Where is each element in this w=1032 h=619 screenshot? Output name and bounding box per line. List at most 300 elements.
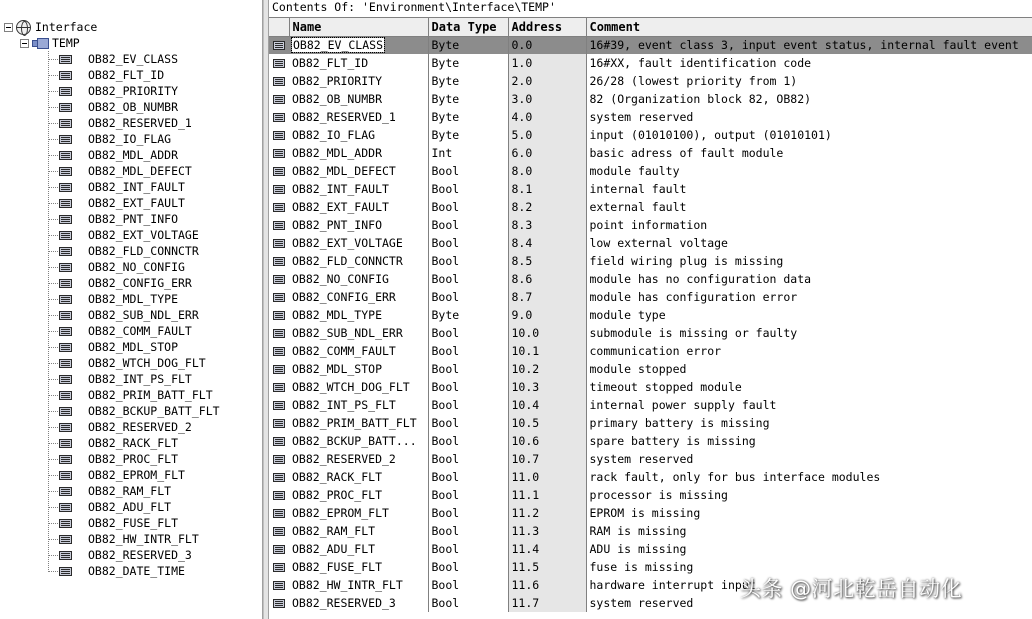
table-row[interactable] (269, 414, 1032, 432)
tree-item[interactable] (48, 99, 220, 115)
cell-name-text: OB82_OB_NUMBR (292, 92, 383, 106)
table-row[interactable] (269, 54, 1032, 72)
variable-icon (273, 185, 285, 194)
table-row[interactable] (269, 36, 1032, 54)
cell-name[interactable] (289, 540, 428, 558)
variable-icon (59, 119, 72, 128)
tree-item[interactable] (48, 435, 220, 451)
tree-branch-line (48, 395, 58, 396)
table-row[interactable] (269, 450, 1032, 468)
cell-address[interactable]: 5.0 (508, 126, 586, 144)
variable-icon (273, 113, 285, 122)
table-row[interactable] (269, 108, 1032, 126)
tree-item[interactable] (48, 227, 220, 243)
cell-data-type[interactable]: Bool (428, 558, 508, 576)
tree-branch-line (48, 155, 58, 156)
tree-item-label: OB82_FUSE_FLT (88, 516, 179, 530)
tree-item-label: OB82_EPROM_FLT (88, 468, 185, 482)
tree-item[interactable] (48, 467, 220, 483)
tree-item[interactable] (48, 323, 220, 339)
table-row[interactable] (269, 90, 1032, 108)
row-icon-cell (269, 558, 289, 576)
cell-data-type[interactable]: Bool (428, 288, 508, 306)
variable-icon (273, 275, 285, 284)
cell-comment[interactable]: 26/28 (lowest priority from 1) (586, 72, 1032, 90)
variable-icon (59, 263, 72, 272)
cell-data-type[interactable]: Bool (428, 162, 508, 180)
tree-branch-line (48, 139, 58, 140)
row-icon-cell (269, 144, 289, 162)
collapse-icon[interactable] (20, 39, 29, 48)
table-row[interactable] (269, 540, 1032, 558)
cell-comment[interactable]: module has configuration error (586, 288, 1032, 306)
cell-name-text: OB82_FLT_ID (292, 56, 369, 70)
cell-comment[interactable]: 16#39, event class 3, input event status, internal fault event (586, 36, 1032, 54)
tree-item[interactable] (48, 339, 220, 355)
variable-icon (273, 383, 285, 392)
temp-folder-icon (32, 38, 47, 48)
cell-data-type[interactable]: Bool (428, 432, 508, 450)
tree-item[interactable] (48, 355, 220, 371)
row-icon-cell (269, 108, 289, 126)
tree-item[interactable] (48, 483, 220, 499)
cell-name[interactable] (289, 306, 428, 324)
cell-data-type[interactable]: Byte (428, 54, 508, 72)
cell-data-type[interactable]: Bool (428, 198, 508, 216)
cell-comment[interactable]: low external voltage (586, 234, 1032, 252)
cell-comment[interactable]: basic adress of fault module (586, 144, 1032, 162)
cell-comment[interactable]: module stopped (586, 360, 1032, 378)
row-icon-cell (269, 270, 289, 288)
cell-name[interactable] (289, 378, 428, 396)
variable-icon (59, 503, 72, 512)
cell-data-type[interactable]: Bool (428, 216, 508, 234)
cell-comment[interactable]: module has no configuration data (586, 270, 1032, 288)
cell-address[interactable]: 10.4 (508, 396, 586, 414)
cell-data-type[interactable]: Bool (428, 468, 508, 486)
tree-node-temp[interactable] (20, 35, 82, 51)
table-row[interactable] (269, 144, 1032, 162)
table-row[interactable] (269, 504, 1032, 522)
tree-branch-line (48, 203, 58, 204)
cell-data-type[interactable]: Byte (428, 126, 508, 144)
tree-item[interactable] (48, 531, 220, 547)
cell-comment[interactable]: input (01010100), output (01010101) (586, 126, 1032, 144)
cell-name-text: OB82_ADU_FLT (292, 542, 376, 556)
tree-item[interactable] (48, 51, 220, 67)
tree-branch-line (48, 91, 58, 92)
cell-name[interactable] (289, 432, 428, 450)
tree-item-label: OB82_PROC_FLT (88, 452, 179, 466)
cell-address[interactable]: 8.5 (508, 252, 586, 270)
tree-branch-line (48, 315, 58, 316)
cell-comment[interactable]: 16#XX, fault identification code (586, 54, 1032, 72)
cell-data-type[interactable]: Byte (428, 306, 508, 324)
cell-address[interactable]: 8.2 (508, 198, 586, 216)
cell-comment[interactable]: EPROM is missing (586, 504, 1032, 522)
variable-icon (59, 391, 72, 400)
table-row[interactable] (269, 486, 1032, 504)
cell-name[interactable] (289, 162, 428, 180)
cell-comment[interactable]: RAM is missing (586, 522, 1032, 540)
interface-globe-icon (16, 20, 31, 35)
variable-icon (59, 71, 72, 80)
cell-name-text: OB82_MDL_DEFECT (292, 164, 396, 178)
variable-icon (273, 401, 285, 410)
cell-address[interactable]: 11.6 (508, 576, 586, 594)
tree-item[interactable] (48, 243, 220, 259)
tree-item-label: OB82_CONFIG_ERR (88, 276, 192, 290)
table-row[interactable] (269, 216, 1032, 234)
tree-node-interface[interactable] (4, 19, 97, 35)
row-icon-cell (269, 486, 289, 504)
tree-item-label: OB82_INT_PS_FLT (88, 372, 192, 386)
tree-item[interactable] (48, 147, 220, 163)
cell-data-type[interactable]: Bool (428, 414, 508, 432)
cell-address[interactable]: 3.0 (508, 90, 586, 108)
cell-address[interactable]: 11.3 (508, 522, 586, 540)
variable-icon (59, 167, 72, 176)
tree-item-label: OB82_OB_NUMBR (88, 100, 179, 114)
cell-comment[interactable]: field wiring plug is missing (586, 252, 1032, 270)
cell-address[interactable]: 11.4 (508, 540, 586, 558)
cell-name[interactable] (289, 144, 428, 162)
table-row[interactable] (269, 72, 1032, 90)
cell-address[interactable]: 10.1 (508, 342, 586, 360)
variable-icon (273, 563, 285, 572)
cell-address[interactable]: 6.0 (508, 144, 586, 162)
cell-address[interactable]: 8.3 (508, 216, 586, 234)
tree-item[interactable] (48, 67, 220, 83)
cell-address[interactable]: 10.6 (508, 432, 586, 450)
variable-icon (273, 599, 285, 608)
tree-item[interactable] (48, 515, 220, 531)
cell-name[interactable] (289, 288, 428, 306)
cell-data-type[interactable]: Bool (428, 378, 508, 396)
variable-icon (59, 439, 72, 448)
cell-address[interactable]: 10.2 (508, 360, 586, 378)
cell-name[interactable] (289, 558, 428, 576)
cell-address[interactable]: 10.7 (508, 450, 586, 468)
column-header-address[interactable]: Address (508, 18, 586, 36)
tree-item[interactable] (48, 499, 220, 515)
variable-icon (273, 455, 285, 464)
cell-comment[interactable]: point information (586, 216, 1032, 234)
tree-item-label: OB82_INT_FAULT (88, 180, 185, 194)
variable-icon (273, 95, 285, 104)
cell-data-type[interactable]: Bool (428, 504, 508, 522)
tree-item-label: OB82_SUB_NDL_ERR (88, 308, 199, 322)
cell-comment[interactable]: internal fault (586, 180, 1032, 198)
cell-comment[interactable]: submodule is missing or faulty (586, 324, 1032, 342)
cell-name[interactable] (289, 468, 428, 486)
tree-item[interactable] (48, 259, 220, 275)
tree-root-label: Interface (35, 20, 98, 34)
variable-icon (59, 471, 72, 480)
cell-address[interactable]: 11.5 (508, 558, 586, 576)
tree-branch-line (48, 411, 58, 412)
table-row[interactable] (269, 288, 1032, 306)
watermark: 头条 @河北乾岳自动化 (740, 577, 963, 601)
cell-data-type[interactable]: Bool (428, 270, 508, 288)
cell-name[interactable] (289, 450, 428, 468)
row-icon-cell (269, 432, 289, 450)
tree-item-label: OB82_EXT_FAULT (88, 196, 185, 210)
row-icon-cell (269, 72, 289, 90)
cell-name[interactable] (289, 54, 428, 72)
variable-icon (273, 473, 285, 482)
table-row[interactable] (269, 306, 1032, 324)
cell-data-type[interactable]: Bool (428, 576, 508, 594)
tree-item[interactable] (48, 419, 220, 435)
cell-comment[interactable]: system reserved (586, 594, 1032, 612)
cell-name-text: OB82_EV_CLASS (293, 38, 384, 53)
tree-item-label: OB82_MDL_TYPE (88, 292, 179, 306)
variable-table-container (269, 17, 1032, 619)
table-row[interactable] (269, 252, 1032, 270)
cell-name-text: OB82_RESERVED_1 (292, 110, 396, 124)
tree-item[interactable] (48, 131, 220, 147)
tree-item[interactable] (48, 115, 220, 131)
cell-data-type[interactable]: Bool (428, 450, 508, 468)
tree-item[interactable] (48, 371, 220, 387)
cell-comment[interactable]: hardware interrupt input (586, 576, 1032, 594)
tree-item[interactable] (48, 403, 220, 419)
cell-data-type[interactable]: Bool (428, 522, 508, 540)
variable-icon (59, 455, 72, 464)
tree-branch-line (48, 379, 58, 380)
cell-name-text: OB82_MDL_STOP (292, 362, 383, 376)
table-row[interactable] (269, 270, 1032, 288)
table-row[interactable] (269, 378, 1032, 396)
cell-name[interactable] (289, 252, 428, 270)
table-row[interactable] (269, 432, 1032, 450)
tree-item[interactable] (48, 307, 220, 323)
cell-name[interactable] (289, 270, 428, 288)
tree-branch-line (48, 459, 58, 460)
cell-data-type[interactable]: Bool (428, 540, 508, 558)
cell-name-text: OB82_EXT_FAULT (292, 200, 389, 214)
cell-comment[interactable]: module type (586, 306, 1032, 324)
row-icon-cell (269, 504, 289, 522)
cell-name[interactable] (289, 342, 428, 360)
table-row[interactable] (269, 162, 1032, 180)
tree-item-label: OB82_BCKUP_BATT_FLT (88, 404, 220, 418)
tree-item[interactable] (48, 291, 220, 307)
cell-address[interactable]: 8.7 (508, 288, 586, 306)
cell-comment[interactable]: system reserved (586, 108, 1032, 126)
tree-item[interactable] (48, 275, 220, 291)
tree-item-label: OB82_IO_FLAG (88, 132, 172, 146)
cell-name[interactable] (289, 234, 428, 252)
cell-comment[interactable]: processor is missing (586, 486, 1032, 504)
tree-item-label: OB82_DATE_TIME (88, 564, 185, 578)
tree-item[interactable] (48, 83, 220, 99)
row-icon-cell (269, 288, 289, 306)
cell-address[interactable]: 8.0 (508, 162, 586, 180)
cell-address[interactable]: 2.0 (508, 72, 586, 90)
variable-icon (59, 375, 72, 384)
cell-data-type[interactable]: Bool (428, 234, 508, 252)
table-row[interactable] (269, 468, 1032, 486)
cell-address[interactable]: 8.4 (508, 234, 586, 252)
cell-name[interactable] (289, 504, 428, 522)
variable-icon (273, 131, 285, 140)
collapse-icon[interactable] (4, 23, 13, 32)
cell-name[interactable] (289, 522, 428, 540)
cell-data-type[interactable]: Byte (428, 108, 508, 126)
tree-item[interactable] (48, 563, 220, 579)
cell-data-type[interactable]: Byte (428, 36, 508, 54)
variable-icon (273, 581, 285, 590)
cell-address[interactable]: 8.6 (508, 270, 586, 288)
variable-icon (59, 567, 72, 576)
cell-comment[interactable]: module faulty (586, 162, 1032, 180)
cell-address[interactable]: 0.0 (508, 36, 586, 54)
variable-icon (59, 551, 72, 560)
cell-name[interactable] (289, 486, 428, 504)
cell-name[interactable] (289, 576, 428, 594)
cell-comment[interactable]: timeout stopped module (586, 378, 1032, 396)
table-row[interactable] (269, 324, 1032, 342)
variable-icon (273, 509, 285, 518)
cell-name[interactable] (289, 36, 428, 54)
variable-icon (273, 437, 285, 446)
cell-address[interactable]: 1.0 (508, 54, 586, 72)
table-row[interactable] (269, 360, 1032, 378)
cell-name[interactable] (289, 108, 428, 126)
cell-name[interactable] (289, 414, 428, 432)
column-header-comment[interactable]: Comment (586, 18, 1032, 36)
cell-address[interactable]: 10.5 (508, 414, 586, 432)
variable-icon (273, 365, 285, 374)
tree-branch-line (48, 187, 58, 188)
cell-name[interactable] (289, 324, 428, 342)
cell-name-text: OB82_PNT_INFO (292, 218, 383, 232)
cell-name[interactable] (289, 72, 428, 90)
row-icon-cell (269, 378, 289, 396)
cell-data-type[interactable]: Int (428, 144, 508, 162)
variable-icon (59, 407, 72, 416)
cell-address[interactable]: 10.0 (508, 324, 586, 342)
column-header-name[interactable]: Name (289, 18, 428, 36)
cell-address[interactable]: 11.1 (508, 486, 586, 504)
variable-icon (59, 487, 72, 496)
cell-data-type[interactable]: Bool (428, 594, 508, 612)
cell-comment[interactable]: primary battery is missing (586, 414, 1032, 432)
column-header-icon[interactable] (269, 18, 289, 36)
cell-comment[interactable]: external fault (586, 198, 1032, 216)
tree-item-label: OB82_PRIM_BATT_FLT (88, 388, 213, 402)
cell-comment[interactable]: spare battery is missing (586, 432, 1032, 450)
tree-item[interactable] (48, 211, 220, 227)
cell-data-type[interactable]: Bool (428, 342, 508, 360)
contents-title: Contents Of: 'Environment\Interface\TEMP' (271, 0, 556, 17)
table-row[interactable] (269, 126, 1032, 144)
row-icon-cell (269, 162, 289, 180)
cell-name[interactable] (289, 126, 428, 144)
variable-icon (273, 329, 285, 338)
tree-branch-line (48, 427, 58, 428)
tree-item-label: OB82_RACK_FLT (88, 436, 179, 450)
cell-data-type[interactable]: Bool (428, 252, 508, 270)
tree-branch-line (48, 571, 58, 572)
cell-address[interactable]: 10.3 (508, 378, 586, 396)
cell-name[interactable] (289, 594, 428, 612)
table-row[interactable] (269, 198, 1032, 216)
tree-item[interactable] (48, 163, 220, 179)
cell-data-type[interactable]: Bool (428, 486, 508, 504)
cell-name-text: OB82_FLD_CONNCTR (292, 254, 403, 268)
tree-item[interactable] (48, 195, 220, 211)
cell-data-type[interactable]: Bool (428, 396, 508, 414)
tree-variable-list (48, 51, 220, 579)
variable-icon (273, 77, 285, 86)
table-row[interactable] (269, 180, 1032, 198)
cell-name[interactable] (289, 198, 428, 216)
tree-item-label: OB82_EV_CLASS (88, 52, 179, 66)
cell-comment[interactable]: ADU is missing (586, 540, 1032, 558)
cell-name[interactable] (289, 360, 428, 378)
tree-item[interactable] (48, 387, 220, 403)
cell-data-type[interactable]: Byte (428, 72, 508, 90)
cell-name[interactable] (289, 90, 428, 108)
tree-item[interactable] (48, 179, 220, 195)
cell-address[interactable]: 4.0 (508, 108, 586, 126)
cell-comment[interactable]: rack fault, only for bus interface modules (586, 468, 1032, 486)
variable-icon (59, 247, 72, 256)
cell-comment[interactable]: communication error (586, 342, 1032, 360)
tree-item[interactable] (48, 451, 220, 467)
cell-comment[interactable]: 82 (Organization block 82, OB82) (586, 90, 1032, 108)
tree-item-label: OB82_COMM_FAULT (88, 324, 192, 338)
cell-address[interactable]: 11.2 (508, 504, 586, 522)
cell-name-text: OB82_CONFIG_ERR (292, 290, 396, 304)
cell-data-type[interactable]: Bool (428, 324, 508, 342)
cell-name[interactable] (289, 180, 428, 198)
row-icon-cell (269, 360, 289, 378)
variable-icon (59, 519, 72, 528)
table-row[interactable] (269, 234, 1032, 252)
column-header-data-type[interactable]: Data Type (428, 18, 508, 36)
table-row[interactable] (269, 342, 1032, 360)
cell-address[interactable]: 8.1 (508, 180, 586, 198)
cell-address[interactable]: 9.0 (508, 306, 586, 324)
cell-data-type[interactable]: Bool (428, 360, 508, 378)
row-icon-cell (269, 576, 289, 594)
cell-comment[interactable]: internal power supply fault (586, 396, 1032, 414)
cell-name[interactable] (289, 396, 428, 414)
cell-data-type[interactable]: Bool (428, 180, 508, 198)
cell-name-text: OB82_PRIM_BATT_FLT (292, 416, 417, 430)
cell-name-text: OB82_WTCH_DOG_FLT (292, 380, 410, 394)
cell-comment[interactable]: system reserved (586, 450, 1032, 468)
cell-address[interactable]: 11.0 (508, 468, 586, 486)
cell-data-type[interactable]: Byte (428, 90, 508, 108)
tree-item-label: OB82_RESERVED_1 (88, 116, 192, 130)
variable-icon (59, 343, 72, 352)
table-row[interactable] (269, 396, 1032, 414)
table-row[interactable] (269, 522, 1032, 540)
row-icon-cell (269, 36, 289, 54)
row-icon-cell (269, 324, 289, 342)
cell-comment[interactable]: fuse is missing (586, 558, 1032, 576)
variable-icon (273, 347, 285, 356)
cell-address[interactable]: 11.7 (508, 594, 586, 612)
tree-item[interactable] (48, 547, 220, 563)
tree-branch-line (48, 267, 58, 268)
cell-name[interactable] (289, 216, 428, 234)
